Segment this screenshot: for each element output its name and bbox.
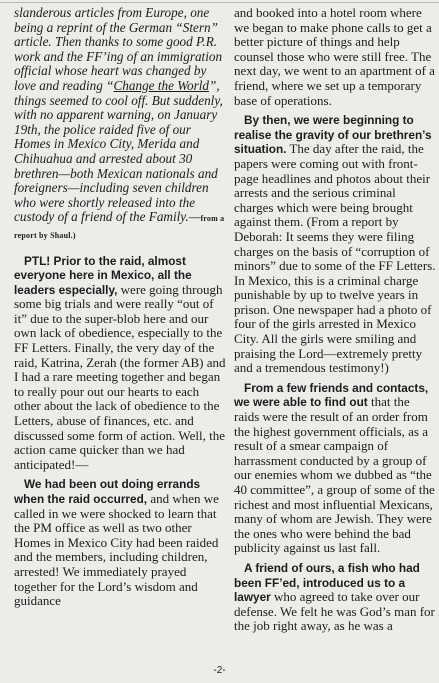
right-p2-body: The day after the raid, the papers were coming out with front-page headlines and photos about their arrests and the serious criminal charges which were being brought against them. (From a report by Deborah: It seems they were filing charges on the basis of “corruption of minors” due to some of the FF Letters. In Mexico, this is a criminal charge punishable by up to twelve years in prison. One newspaper had a photo of four of the girls arrested in Mexico City. All the girls were smiling and praising the Lord—extremely pretty and a tremendous testimony!) xyxy=(234,141,436,376)
intro-book-title: Change the World xyxy=(113,77,210,93)
left-paragraph-3 xyxy=(14,477,226,608)
right-paragraph-3 xyxy=(234,381,437,556)
right-paragraph-2 xyxy=(234,113,437,376)
right-p3-body: that the raids were the result of an order from the highest government officials, as a result of a smear campaign of harrassment conducted by a group of our enemies whom we dubbed as “the 40 committee”, a group of some of the richest and most influential Mexicans, many of whom are Jewish. They were the ones who were behind the bad publicity against us last fall. xyxy=(234,394,435,556)
left-p3-body: and when we called in we were shocked to learn that the PM office as well as two other Homes in Mexico City had been raided and the members, including children, arrested! We immediately prayed together for the Lord’s wisdom and guidance xyxy=(14,491,219,609)
right-p4-body: who agreed to take over our defense. We felt he was God’s man for the job right away, as he was a xyxy=(234,589,435,634)
page-number: -2- xyxy=(213,665,226,676)
right-paragraph-4 xyxy=(234,561,437,634)
right-p4-lead: A friend of ours, a fish who had been FF’ed, introduced us to a lawyer xyxy=(234,560,420,605)
right-paragraph-1 xyxy=(234,6,437,108)
right-p3-lead: From a few friends and contacts, we were able to find out xyxy=(234,380,429,410)
left-paragraph-2 xyxy=(14,254,226,473)
left-column xyxy=(14,6,226,609)
right-p1-body: and booked into a hotel room where we began to make phone calls to get a better picture of things and help counsel those who were still free. The next day, we went to an apartment of a friend, where we set up a temporary base of operations. xyxy=(234,5,435,108)
left-p2-body: were going through some big trials and were really “out of it” due to the super-blob here and our own lack of obedience, especially to the FF Letters. Finally, the very day of the raid, Katrina, Zerah (the former AB) and I had a rare meeting together and began to really pour out our hearts to each other about the lack of obedience to the Letters, abuse of finances, etc. and discussed some form of action. Well, the action came quicker than we had anticipated!— xyxy=(14,281,226,472)
left-p3-lead: We had been out doing errands when the raid occurred, xyxy=(14,477,201,506)
intro-text-2: ”, things seemed to cool off. But suddenly, with no apparent warning, on January 19th, the police raided five of our Homes in Mexico City, Merida and Chihuahua and arrested about 30 brethren—both Mexican nationals and foreigners—including seven children who were shortly released into the custody of a friend of the Family.— xyxy=(14,77,223,225)
right-column xyxy=(234,6,437,634)
intro-credit: from a report by Shaul.) xyxy=(14,214,225,240)
left-p2-lead: PTL! Prior to the raid, almost everyone here in Mexico, all the leaders especially, xyxy=(14,253,192,297)
right-p2-lead: By then, we were beginning to realise the gravity of our brethren’s situation. xyxy=(234,113,432,157)
top-rule xyxy=(0,2,439,3)
intro-paragraph xyxy=(14,6,226,244)
intro-text-1: slanderous articles from Europe, one being a reprint of the German “Stern” article. Then thanks to some good P.R. work and the FF’ing of an immigration official whose heart was changed by love and reading “ xyxy=(14,5,223,93)
